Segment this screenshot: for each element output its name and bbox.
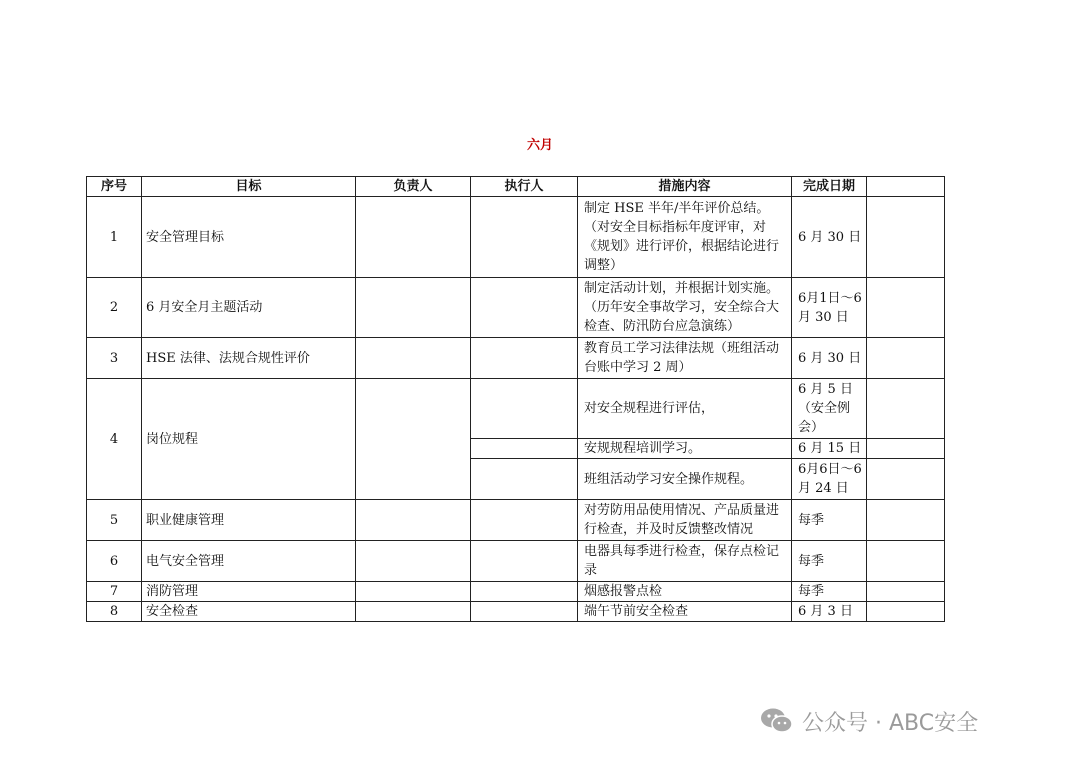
table-row [87, 582, 945, 602]
row-owner [356, 197, 471, 278]
row-target: 职业健康管理 [142, 500, 356, 541]
row-owner [356, 278, 471, 338]
row-no: 1 [87, 197, 142, 278]
header-seq: 序号 [87, 177, 142, 197]
row-date: 每季 [792, 582, 867, 602]
row-owner [356, 541, 471, 582]
page-title: 六月 [526, 138, 553, 153]
row-executor [471, 439, 578, 459]
row-date: 6 月 15 日 [792, 439, 867, 459]
row-blank [867, 197, 945, 278]
row-owner [356, 379, 471, 500]
row-blank [867, 439, 945, 459]
row-executor [471, 197, 578, 278]
row-owner [356, 338, 471, 379]
row-no: 7 [87, 582, 142, 602]
row-date: 6 月 5 日（安全例会） [792, 379, 867, 439]
row-blank [867, 500, 945, 541]
row-blank [867, 459, 945, 500]
row-owner [356, 582, 471, 602]
header-target: 目标 [142, 177, 356, 197]
row-no: 3 [87, 338, 142, 379]
header-measures: 措施内容 [578, 177, 792, 197]
row-measure: 对劳防用品使用情况、产品质量进行检查，并及时反馈整改情况 [578, 500, 792, 541]
row-owner [356, 602, 471, 622]
row-measure: 端午节前安全检查 [578, 602, 792, 622]
row-executor [471, 379, 578, 439]
row-date: 6 月 30 日 [792, 338, 867, 379]
row-no: 6 [87, 541, 142, 582]
row-measure: 对安全规程进行评估， [578, 379, 792, 439]
row-target: 电气安全管理 [142, 541, 356, 582]
row-no: 8 [87, 602, 142, 622]
row-date: 6 月 30 日 [792, 197, 867, 278]
table-row [87, 379, 945, 439]
row-executor [471, 500, 578, 541]
row-no: 5 [87, 500, 142, 541]
row-target: 岗位规程 [142, 379, 356, 500]
row-blank [867, 541, 945, 582]
row-target: 安全管理目标 [142, 197, 356, 278]
row-target: 安全检查 [142, 602, 356, 622]
row-target: HSE 法律、法规合规性评价 [142, 338, 356, 379]
table-row [87, 541, 945, 582]
table-row [87, 500, 945, 541]
row-blank [867, 582, 945, 602]
row-date: 每季 [792, 541, 867, 582]
row-measure: 安规规程培训学习。 [578, 439, 792, 459]
table-row [87, 278, 945, 338]
row-measure: 教育员工学习法律法规（班组活动台账中学习 2 周） [578, 338, 792, 379]
row-executor [471, 602, 578, 622]
row-measure: 烟感报警点检 [578, 582, 792, 602]
row-no: 4 [87, 379, 142, 500]
watermark-text: 公众号 · ABC安全 [802, 710, 979, 736]
row-date: 6月6日～6 月 24 日 [792, 459, 867, 500]
row-executor [471, 459, 578, 500]
row-blank [867, 379, 945, 439]
row-target: 6 月安全月主题活动 [142, 278, 356, 338]
row-owner [356, 500, 471, 541]
row-target: 消防管理 [142, 582, 356, 602]
row-measure: 制定活动计划，并根据计划实施。（历年安全事故学习，安全综合大检查、防汛防台应急演练） [578, 278, 792, 338]
table-row [87, 602, 945, 622]
header-date: 完成日期 [792, 177, 867, 197]
header-owner: 负责人 [356, 177, 471, 197]
header-executor: 执行人 [471, 177, 578, 197]
row-blank [867, 602, 945, 622]
row-date: 6 月 3 日 [792, 602, 867, 622]
row-executor [471, 338, 578, 379]
watermark [760, 706, 978, 736]
table-header-row [87, 177, 945, 197]
row-blank [867, 278, 945, 338]
row-executor [471, 541, 578, 582]
hse-plan-table [86, 176, 945, 622]
row-date: 每季 [792, 500, 867, 541]
row-measure: 制定 HSE 半年/半年评价总结。（对安全目标指标年度评审，对《规划》进行评价，根据结论进行调整） [578, 197, 792, 278]
row-executor [471, 278, 578, 338]
row-date: 6月1日～6 月 30 日 [792, 278, 867, 338]
row-blank [867, 338, 945, 379]
table-row [87, 338, 945, 379]
row-no: 2 [87, 278, 142, 338]
row-executor [471, 582, 578, 602]
row-measure: 电器具每季进行检查，保存点检记录 [578, 541, 792, 582]
header-blank [867, 177, 945, 197]
row-measure: 班组活动学习安全操作规程。 [578, 459, 792, 500]
table-row [87, 197, 945, 278]
wechat-icon [760, 707, 794, 735]
